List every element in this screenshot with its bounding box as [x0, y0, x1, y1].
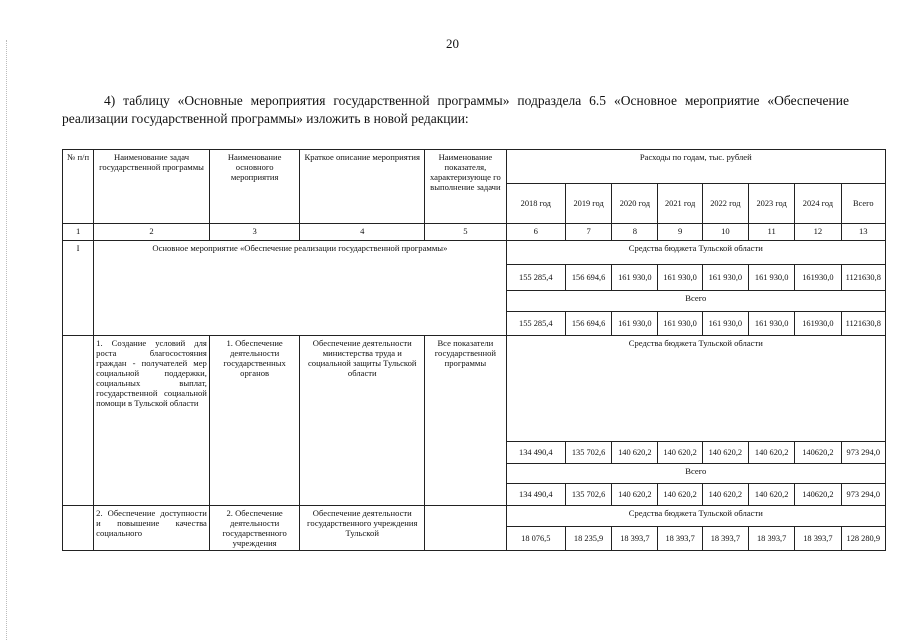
column-number: 8: [612, 224, 658, 241]
column-number: 9: [658, 224, 702, 241]
value-cell: 156 694,6: [565, 312, 611, 336]
value-cell: 140 620,2: [702, 484, 748, 506]
row-1-task: 1. Создание условий для роста благосостояния граждан - получателей мер социальной поддержки, социальных выплат, государственной социальной помощи в Тульской области: [94, 336, 210, 506]
intro-text: 4) таблицу «Основные мероприятия государственной программы» подраздела 6.5 «Основное мероприятие «Обеспечение реализации государственной программы» изложить в новой редакции:: [62, 93, 849, 126]
column-number: 1: [63, 224, 94, 241]
value-cell: 18 393,7: [702, 527, 748, 551]
value-cell: 161 930,0: [658, 265, 702, 291]
header-row: [63, 150, 886, 184]
value-cell: 18 076,5: [506, 527, 565, 551]
row-1-budget-label-row: [63, 336, 886, 442]
value-cell: 134 490,4: [506, 442, 565, 464]
value-cell: 18 393,7: [612, 527, 658, 551]
value-cell: 161930,0: [795, 265, 841, 291]
value-cell: 161 930,0: [612, 312, 658, 336]
row-2-desc: Обеспечение деятельности государственного учреждения Тульской: [300, 506, 425, 551]
row-1-indicator: Все показатели государственной программы: [425, 336, 506, 506]
value-cell: 140 620,2: [702, 442, 748, 464]
header-year: 2020 год: [612, 184, 658, 224]
row-2-budget-label: Средства бюджета Тульской области: [506, 506, 885, 527]
header-indicator: Наименование показателя, характеризующе го выполнение задачи: [425, 150, 506, 224]
column-number: 3: [209, 224, 300, 241]
section-num: I: [63, 241, 94, 336]
value-cell: 140 620,2: [612, 442, 658, 464]
row-2-budget-label-row: [63, 506, 886, 527]
column-numbers-row: [63, 224, 886, 241]
value-cell: 135 702,6: [565, 442, 611, 464]
value-cell: 140620,2: [795, 484, 841, 506]
header-expenses: Расходы по годам, тыс. рублей: [506, 150, 885, 184]
value-cell: 161 930,0: [658, 312, 702, 336]
value-cell: 161930,0: [795, 312, 841, 336]
header-num: № п/п: [63, 150, 94, 224]
value-cell: 134 490,4: [506, 484, 565, 506]
scan-edge-mark: [6, 40, 7, 640]
header-task: Наименование задач государственной программы: [94, 150, 210, 224]
value-cell: 140 620,2: [612, 484, 658, 506]
value-cell: 140620,2: [795, 442, 841, 464]
value-cell: 156 694,6: [565, 265, 611, 291]
value-cell: 135 702,6: [565, 484, 611, 506]
value-cell-total: 128 280,9: [841, 527, 885, 551]
row-1-event: 1. Обеспечение деятельности государственных органов: [209, 336, 300, 506]
value-cell: 18 393,7: [795, 527, 841, 551]
value-cell: 140 620,2: [749, 484, 795, 506]
value-cell-total: 1121630,8: [841, 265, 885, 291]
row-1-num-cell: [63, 336, 94, 506]
value-cell: 161 930,0: [702, 265, 748, 291]
header-year: 2018 год: [506, 184, 565, 224]
section-budget-label: Средства бюджета Тульской области: [506, 241, 885, 265]
row-1-desc: Обеспечение деятельности министерства труда и социальной защиты Тульской области: [300, 336, 425, 506]
value-cell: 18 235,9: [565, 527, 611, 551]
row-2-event: 2. Обеспечение деятельности государственного учреждения: [209, 506, 300, 551]
value-cell-total: 973 294,0: [841, 484, 885, 506]
value-cell: 155 285,4: [506, 265, 565, 291]
main-events-table: [62, 149, 886, 551]
section-budget-label-row: [63, 241, 886, 265]
value-cell: 140 620,2: [658, 442, 702, 464]
column-number: 10: [702, 224, 748, 241]
header-year-total: Всего: [841, 184, 885, 224]
intro-paragraph: [62, 92, 849, 128]
value-cell: 140 620,2: [749, 442, 795, 464]
header-year: 2021 год: [658, 184, 702, 224]
value-cell: 161 930,0: [612, 265, 658, 291]
column-number: 5: [425, 224, 506, 241]
value-cell: 18 393,7: [658, 527, 702, 551]
value-cell: 140 620,2: [658, 484, 702, 506]
header-year: 2023 год: [749, 184, 795, 224]
value-cell-total: 1121630,8: [841, 312, 885, 336]
row-1-total-label: Всего: [506, 464, 885, 484]
column-number: 6: [506, 224, 565, 241]
column-number: 4: [300, 224, 425, 241]
column-number: 12: [795, 224, 841, 241]
row-1-budget-label: Средства бюджета Тульской области: [506, 336, 885, 442]
value-cell: 161 930,0: [749, 312, 795, 336]
row-2-num-cell: [63, 506, 94, 551]
row-2-indicator-cell: [425, 506, 506, 551]
page-number: 20: [446, 36, 459, 51]
header-year: 2022 год: [702, 184, 748, 224]
header-event: Наименование основного мероприятия: [209, 150, 300, 224]
value-cell: 155 285,4: [506, 312, 565, 336]
row-2-task: 2. Обеспечение доступности и повышение качества социального: [94, 506, 210, 551]
column-number: 11: [749, 224, 795, 241]
value-cell-total: 973 294,0: [841, 442, 885, 464]
column-number: 13: [841, 224, 885, 241]
column-number: 2: [94, 224, 210, 241]
section-title: Основное мероприятие «Обеспечение реализации государственной программы»: [94, 241, 506, 336]
header-year: 2019 год: [565, 184, 611, 224]
value-cell: 18 393,7: [749, 527, 795, 551]
section-total-label: Всего: [506, 291, 885, 312]
value-cell: 161 930,0: [702, 312, 748, 336]
header-desc: Краткое описание мероприятия: [300, 150, 425, 224]
value-cell: 161 930,0: [749, 265, 795, 291]
column-number: 7: [565, 224, 611, 241]
header-year: 2024 год: [795, 184, 841, 224]
